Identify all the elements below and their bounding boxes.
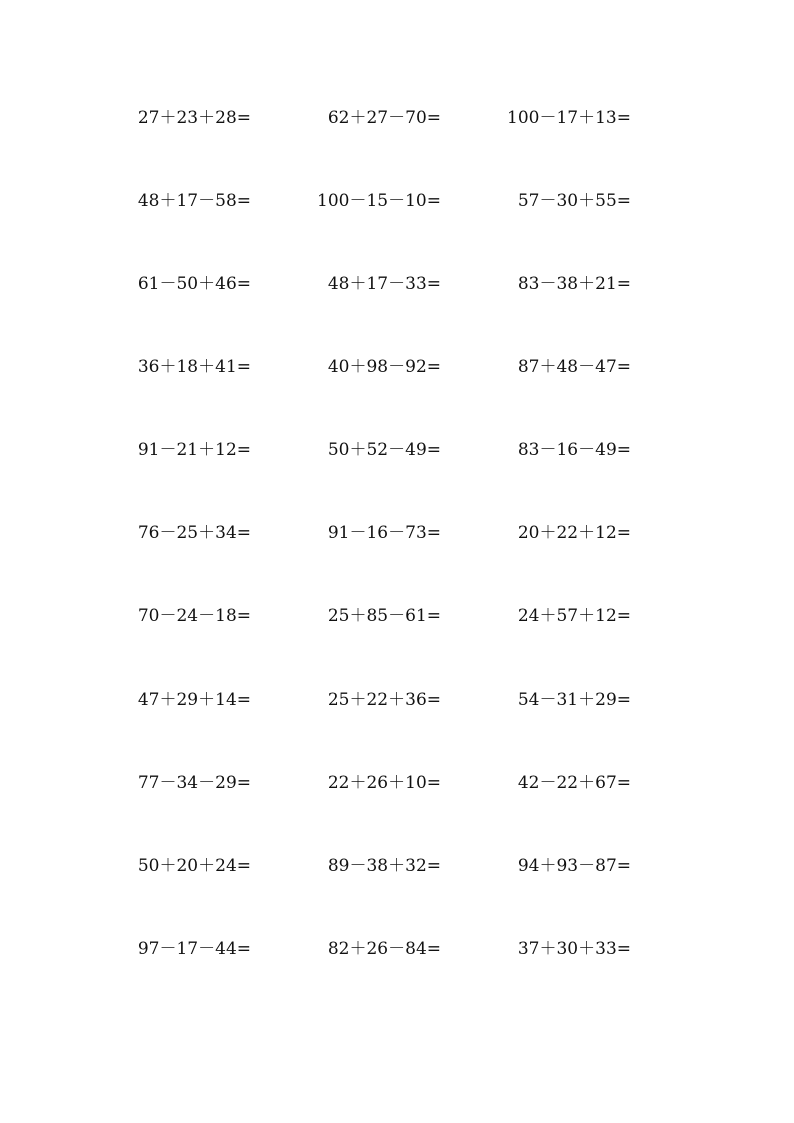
problem-row — [0, 934, 794, 964]
problem-row — [0, 186, 794, 216]
problem-row — [0, 103, 794, 133]
math-problem: 50＋52－49= — [327, 440, 441, 460]
math-problem: 25＋22＋36= — [327, 690, 441, 710]
math-problem: 27＋23＋28= — [137, 108, 251, 128]
math-problem: 22＋26＋10= — [327, 773, 441, 793]
math-problem: 97－17－44= — [137, 939, 251, 959]
math-problem: 24＋57＋12= — [517, 606, 631, 626]
problem-row — [0, 601, 794, 631]
math-problem: 40＋98－92= — [327, 357, 441, 377]
math-problem: 62＋27－70= — [327, 108, 441, 128]
math-problem: 87＋48－47= — [517, 357, 631, 377]
math-problem: 42－22＋67= — [517, 773, 631, 793]
problem-row — [0, 352, 794, 382]
math-problem: 91－16－73= — [327, 523, 441, 543]
math-problem: 94＋93－87= — [517, 856, 631, 876]
math-problem: 54－31＋29= — [517, 690, 631, 710]
math-problem: 50＋20＋24= — [137, 856, 251, 876]
math-problem: 25＋85－61= — [327, 606, 441, 626]
problem-row — [0, 851, 794, 881]
problem-row — [0, 768, 794, 798]
problem-row — [0, 269, 794, 299]
math-problem: 83－16－49= — [517, 440, 631, 460]
math-problem: 89－38＋32= — [327, 856, 441, 876]
math-problem: 47＋29＋14= — [137, 690, 251, 710]
math-problem: 48＋17－58= — [137, 191, 251, 211]
math-problem: 70－24－18= — [137, 606, 251, 626]
math-problem: 61－50＋46= — [137, 274, 251, 294]
math-problem: 48＋17－33= — [327, 274, 441, 294]
math-problem: 57－30＋55= — [517, 191, 631, 211]
math-problem: 82＋26－84= — [327, 939, 441, 959]
math-problem: 37＋30＋33= — [517, 939, 631, 959]
problem-row — [0, 435, 794, 465]
problem-row — [0, 685, 794, 715]
math-problem: 100－15－10= — [317, 191, 441, 211]
math-problem: 76－25＋34= — [137, 523, 251, 543]
problem-row — [0, 518, 794, 548]
math-problem: 91－21＋12= — [137, 440, 251, 460]
math-problem: 20＋22＋12= — [517, 523, 631, 543]
math-problem: 36＋18＋41= — [137, 357, 251, 377]
math-problem: 77－34－29= — [137, 773, 251, 793]
math-problem: 83－38＋21= — [517, 274, 631, 294]
math-problem: 100－17＋13= — [507, 108, 631, 128]
